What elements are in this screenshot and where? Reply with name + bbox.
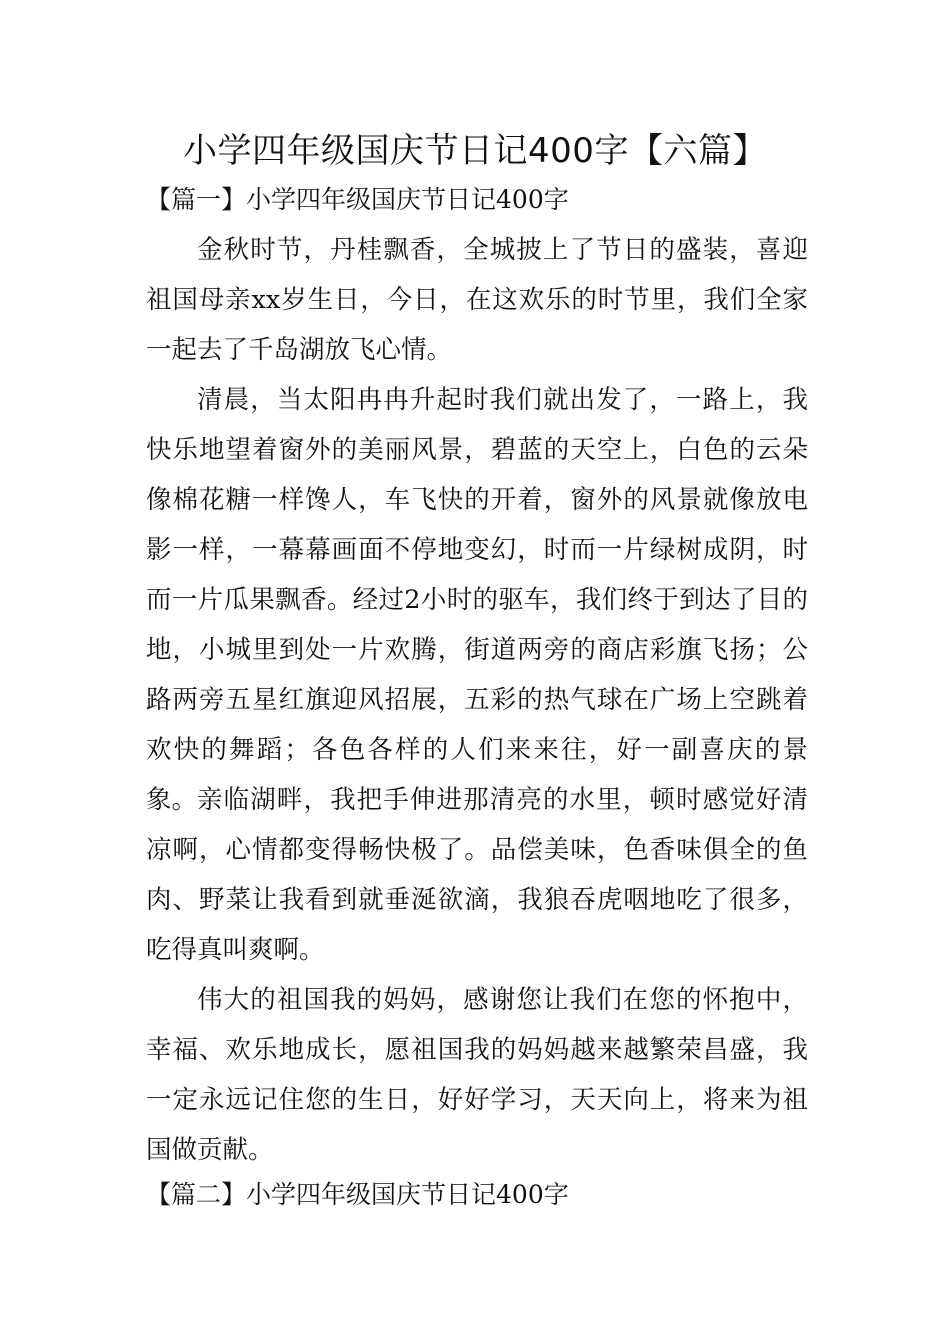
paragraph: 伟大的祖国我的妈妈，感谢您让我们在您的怀抱中，幸福、欢乐地成长，愿祖国我的妈妈越来越繁荣昌盛，我一定永远记住您的生日，好好学习，天天向上，将来为祖国做贡献。 bbox=[146, 985, 808, 1165]
paragraph: 亲临湖畔，我把手伸进那清亮的水里，顿时感觉好清凉啊，心情都变得畅快极了。品偿美味，色香味俱全的鱼肉、野菜让我看到就垂涎欲滴，我狼吞虎咽地吃了很多，吃得真叫爽啊。 bbox=[146, 785, 808, 965]
paragraph: 金秋时节，丹桂飘香，全城披上了节日的盛装，喜迎祖国母亲xx岁生日，今日，在这欢乐的时节里，我们全家一起去了千岛湖放飞心情。 bbox=[146, 235, 808, 365]
document-title: 小学四年级国庆节日记400字【六篇】 bbox=[183, 131, 767, 171]
section-heading-2: 【篇二】小学四年级国庆节日记400字 bbox=[146, 1180, 569, 1209]
paragraph: 清晨，当太阳冉冉升起时我们就出发了，一路上，我快乐地望着窗外的美丽风景，碧蓝的天空上，白色的云朵像棉花糖一样馋人，车飞快的开着，窗外的风景就像放电影一样，一幕幕画面不停地变幻，时而一片绿树成阴，时而一片瓜果飘香。经过2小时的驱车，我们终于到达了目的地，小城里到处一片欢腾，街道两旁的商店彩旗飞扬；公路两旁五星红旗迎风招展，五彩的热气球在广场上空跳着欢快的舞蹈；各色各样的人们来来往，好一副喜庆的景象。 bbox=[146, 385, 808, 815]
section-heading-1: 【篇一】小学四年级国庆节日记400字 bbox=[146, 185, 569, 214]
